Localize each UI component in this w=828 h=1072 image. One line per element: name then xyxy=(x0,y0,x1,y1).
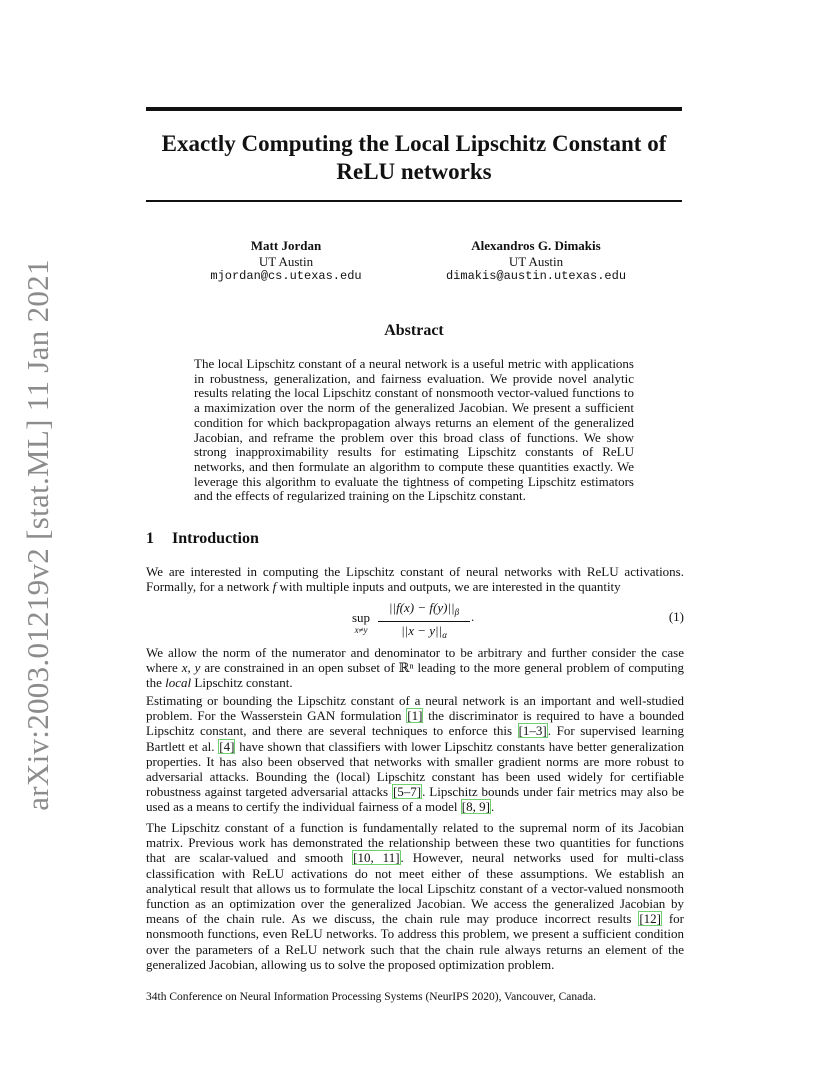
text-run: Lipschitz constant. xyxy=(191,675,293,691)
math-rn: ℝⁿ xyxy=(398,660,414,676)
arxiv-identifier-stamp xyxy=(20,259,56,811)
paper-title xyxy=(146,130,682,186)
text-run: with multiple inputs and outputs, we are interested in the quantity xyxy=(276,579,621,595)
text-run: are constrained in an open subset of xyxy=(200,660,399,676)
author-2-affiliation: UT Austin xyxy=(508,253,564,269)
author-1-affiliation: UT Austin xyxy=(258,253,314,269)
citation-link[interactable]: [8, 9] xyxy=(461,799,490,815)
title-bottom-rule xyxy=(146,200,682,202)
numerator-text: ||f(x) − f(y)|| xyxy=(388,600,455,615)
title-line-2: ReLU networks xyxy=(336,159,492,184)
emphasis-local: local xyxy=(165,675,192,691)
citation-link[interactable]: [10, 11] xyxy=(353,850,400,866)
author-1-email[interactable]: mjordan@cs.utexas.edu xyxy=(210,269,362,283)
author-2-email[interactable]: dimakis@austin.utexas.edu xyxy=(445,269,627,283)
title-line-1: Exactly Computing the Local Lipschitz Constant of xyxy=(161,131,667,156)
section-number: 1 xyxy=(146,530,154,547)
numerator-subscript: β xyxy=(454,607,460,617)
sup-operator: sup xyxy=(352,610,371,625)
equation-1 xyxy=(146,600,684,640)
citation-link[interactable]: [4] xyxy=(219,738,235,754)
math-f: f xyxy=(272,579,277,595)
author-1 xyxy=(196,238,376,285)
citation-link[interactable]: [5–7] xyxy=(392,784,422,800)
arxiv-identifier-text: arXiv:2003.01219v2 [stat.ML] 11 Jan 2021 xyxy=(20,259,56,811)
citation-link[interactable]: [1–3] xyxy=(518,723,547,739)
sup-subscript: x≠y xyxy=(354,625,368,635)
equation-sup xyxy=(352,612,370,636)
abstract-heading: Abstract xyxy=(384,322,444,339)
section-title: Introduction xyxy=(172,530,259,547)
text-run: . For supervised learning Bartlett et al. xyxy=(146,723,684,754)
intro-paragraph-1 xyxy=(146,564,684,594)
section-heading xyxy=(146,530,259,548)
intro-paragraph-4 xyxy=(146,820,684,972)
equation-number: (1) xyxy=(668,609,684,624)
text-run: leading to the more general problem of computing the xyxy=(146,660,685,691)
equation-period: . xyxy=(471,609,475,624)
text-run: have shown that classifiers with lower Lipschitz constants have better generalization properties. It has also been observed that networks with smaller gradient norms are more robust to adversarial attacks. Bounding the (local) Lipschitz constant has been used widely for certifiable robustness against targeted adversarial attacks xyxy=(146,738,684,800)
text-run: We are interested in computing the Lipschitz constant of neural networks with ReLU activations. Formally, for a network xyxy=(146,564,684,595)
denominator-subscript: α xyxy=(442,630,447,640)
conference-footnote: 34th Conference on Neural Information Processing Systems (NeurIPS 2020), Vancouver, Canada. xyxy=(146,991,596,1003)
denominator-text: ||x − y|| xyxy=(401,623,443,638)
text-run: . xyxy=(490,799,495,815)
math-xy: x, y xyxy=(181,660,201,676)
equation-fraction xyxy=(378,600,470,643)
text-run: Estimating or bounding the Lipschitz constant of a neural network is an important and well-studied problem. For the Wasserstein GAN formulation xyxy=(146,693,684,724)
citation-link[interactable]: [12] xyxy=(639,911,661,927)
fraction-numerator xyxy=(378,600,470,622)
text-run: the discriminator is required to have a bounded Lipschitz constant, and there are several techniques to enforce this xyxy=(146,708,684,739)
intro-paragraph-2 xyxy=(146,645,684,691)
author-2-name: Alexandros G. Dimakis xyxy=(471,238,601,253)
citation-link[interactable]: [1] xyxy=(407,708,423,724)
text-run: . However, neural networks used for multi-class classification with ReLU activations do not meet either of these assumptions. We establish an analytical result that allows us to formulate the local Lipschitz constant of a vector-valued nonsmooth function as an optimization over the generalized Jacobian. We access the generalized Jacobian by means of the chain rule. As we discuss, the chain rule may produce incorrect results xyxy=(146,850,684,927)
author-1-name: Matt Jordan xyxy=(250,238,322,253)
author-2 xyxy=(426,238,646,285)
abstract-text: The local Lipschitz constant of a neural network is a useful metric with applications in robustness, generalization, and fairness evaluation. We provide novel analytic results relating the local Lipschitz constant of nonsmooth vector-valued functions to a maximization over the norm of the generalized Jacobian. We present a sufficient condition for which backpropagation always returns an element of the generalized Jacobian, and reframe the problem over this broad class of functions. We show strong inapproximability results for estimating Lipschitz constants of ReLU networks, and then formulate an algorithm to compute these quantities exactly. We leverage this algorithm to evaluate the tightness of competing Lipschitz estimators and the effects of regularized training on the Lipschitz constant. xyxy=(194,356,634,504)
title-top-rule xyxy=(146,107,682,111)
text-run: The Lipschitz constant of a function is fundamentally related to the supremal norm of its Jacobian matrix. Previous work has demonstrated the relationship between these two quantities for functions that are scalar-valued and smooth xyxy=(146,820,684,866)
text-run: We allow the norm of the numerator and denominator to be arbitrary and further consider the case where xyxy=(146,645,684,676)
text-run: for nonsmooth functions, even ReLU networks. To address this problem, we present a sufficient condition over the parameters of a ReLU network such that the chain rule always returns an element of the generalized Jacobian, allowing us to solve the proposed optimization problem. xyxy=(146,911,684,972)
text-run: . Lipschitz bounds under fair metrics may also be used as a means to certify the individual fairness of a model xyxy=(146,784,684,815)
intro-paragraph-3 xyxy=(146,693,684,815)
fraction-denominator xyxy=(378,622,470,643)
